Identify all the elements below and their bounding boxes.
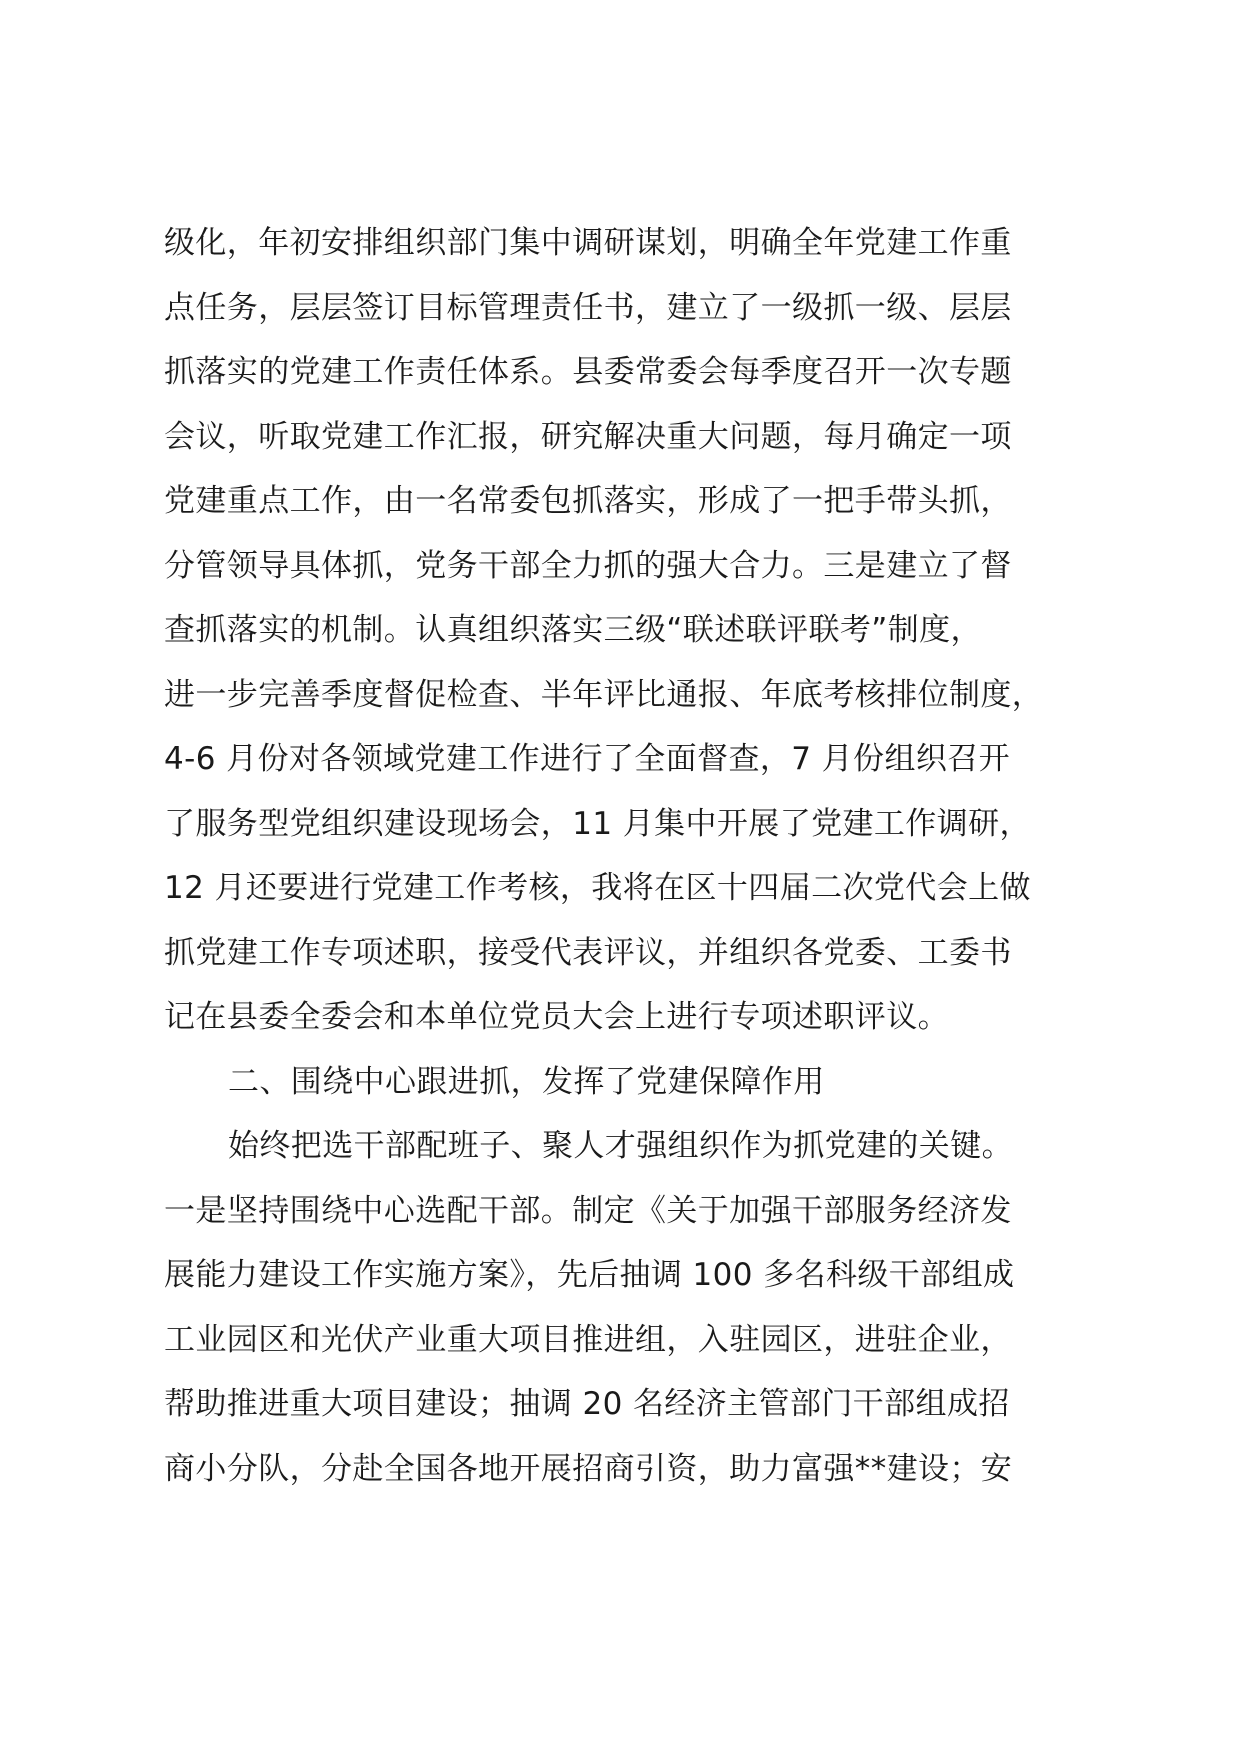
document-body [164, 211, 1104, 1501]
body-text-line: 4-6 月份对各领域党建工作进行了全面督查，7 月份组织召开 [164, 741, 1011, 777]
body-text-line: 记在县委全委会和本单位党员大会上进行专项述职评议。 [164, 999, 949, 1035]
body-text-line: 会议，听取党建工作汇报，研究解决重大问题，每月确定一项 [164, 418, 1012, 455]
paragraph-first-line: 始终把选干部配班子、聚人才强组织作为抓党建的关键。 [228, 1128, 1013, 1164]
body-text-line: 展能力建设工作实施方案》，先后抽调 100 多名科级干部组成 [164, 1257, 1015, 1293]
body-text-line: 商小分队，分赴全国各地开展招商引资，助力富强**建设；安 [164, 1450, 1013, 1487]
body-text-line: 抓落实的党建工作责任体系。县委常委会每季度召开一次专题 [164, 354, 1012, 390]
section-heading: 二、围绕中心跟进抓，发挥了党建保障作用 [228, 1063, 825, 1100]
body-text-line: 抓党建工作专项述职，接受代表评议，并组织各党委、工委书 [164, 934, 1012, 971]
body-text-line: 级化，年初安排组织部门集中调研谋划，明确全年党建工作重 [164, 225, 1012, 261]
body-text-line: 查抓落实的机制。认真组织落实三级“联述联评联考”制度， [164, 612, 982, 648]
body-text-line: 帮助推进重大项目建设；抽调 20 名经济主管部门干部组成招 [164, 1386, 1010, 1422]
body-text-line: 工业园区和光伏产业重大项目推进组，入驻园区，进驻企业， [164, 1321, 1012, 1358]
body-text-line: 党建重点工作，由一名常委包抓落实，形成了一把手带头抓， [164, 483, 1012, 519]
body-text-line: 一是坚持围绕中心选配干部。制定《关于加强干部服务经济发 [164, 1192, 1012, 1229]
body-text-line: 点任务，层层签订目标管理责任书，建立了一级抓一级、层层 [164, 289, 1012, 326]
body-text-line: 12 月还要进行党建工作考核，我将在区十四届二次党代会上做 [164, 870, 1031, 906]
body-text-line: 了服务型党组织建设现场会，11 月集中开展了党建工作调研， [164, 805, 1031, 842]
body-text-line: 分管领导具体抓，党务干部全力抓的强大合力。三是建立了督 [164, 547, 1012, 584]
body-text-line: 进一步完善季度督促检查、半年评比通报、年底考核排位制度， [164, 676, 1044, 713]
